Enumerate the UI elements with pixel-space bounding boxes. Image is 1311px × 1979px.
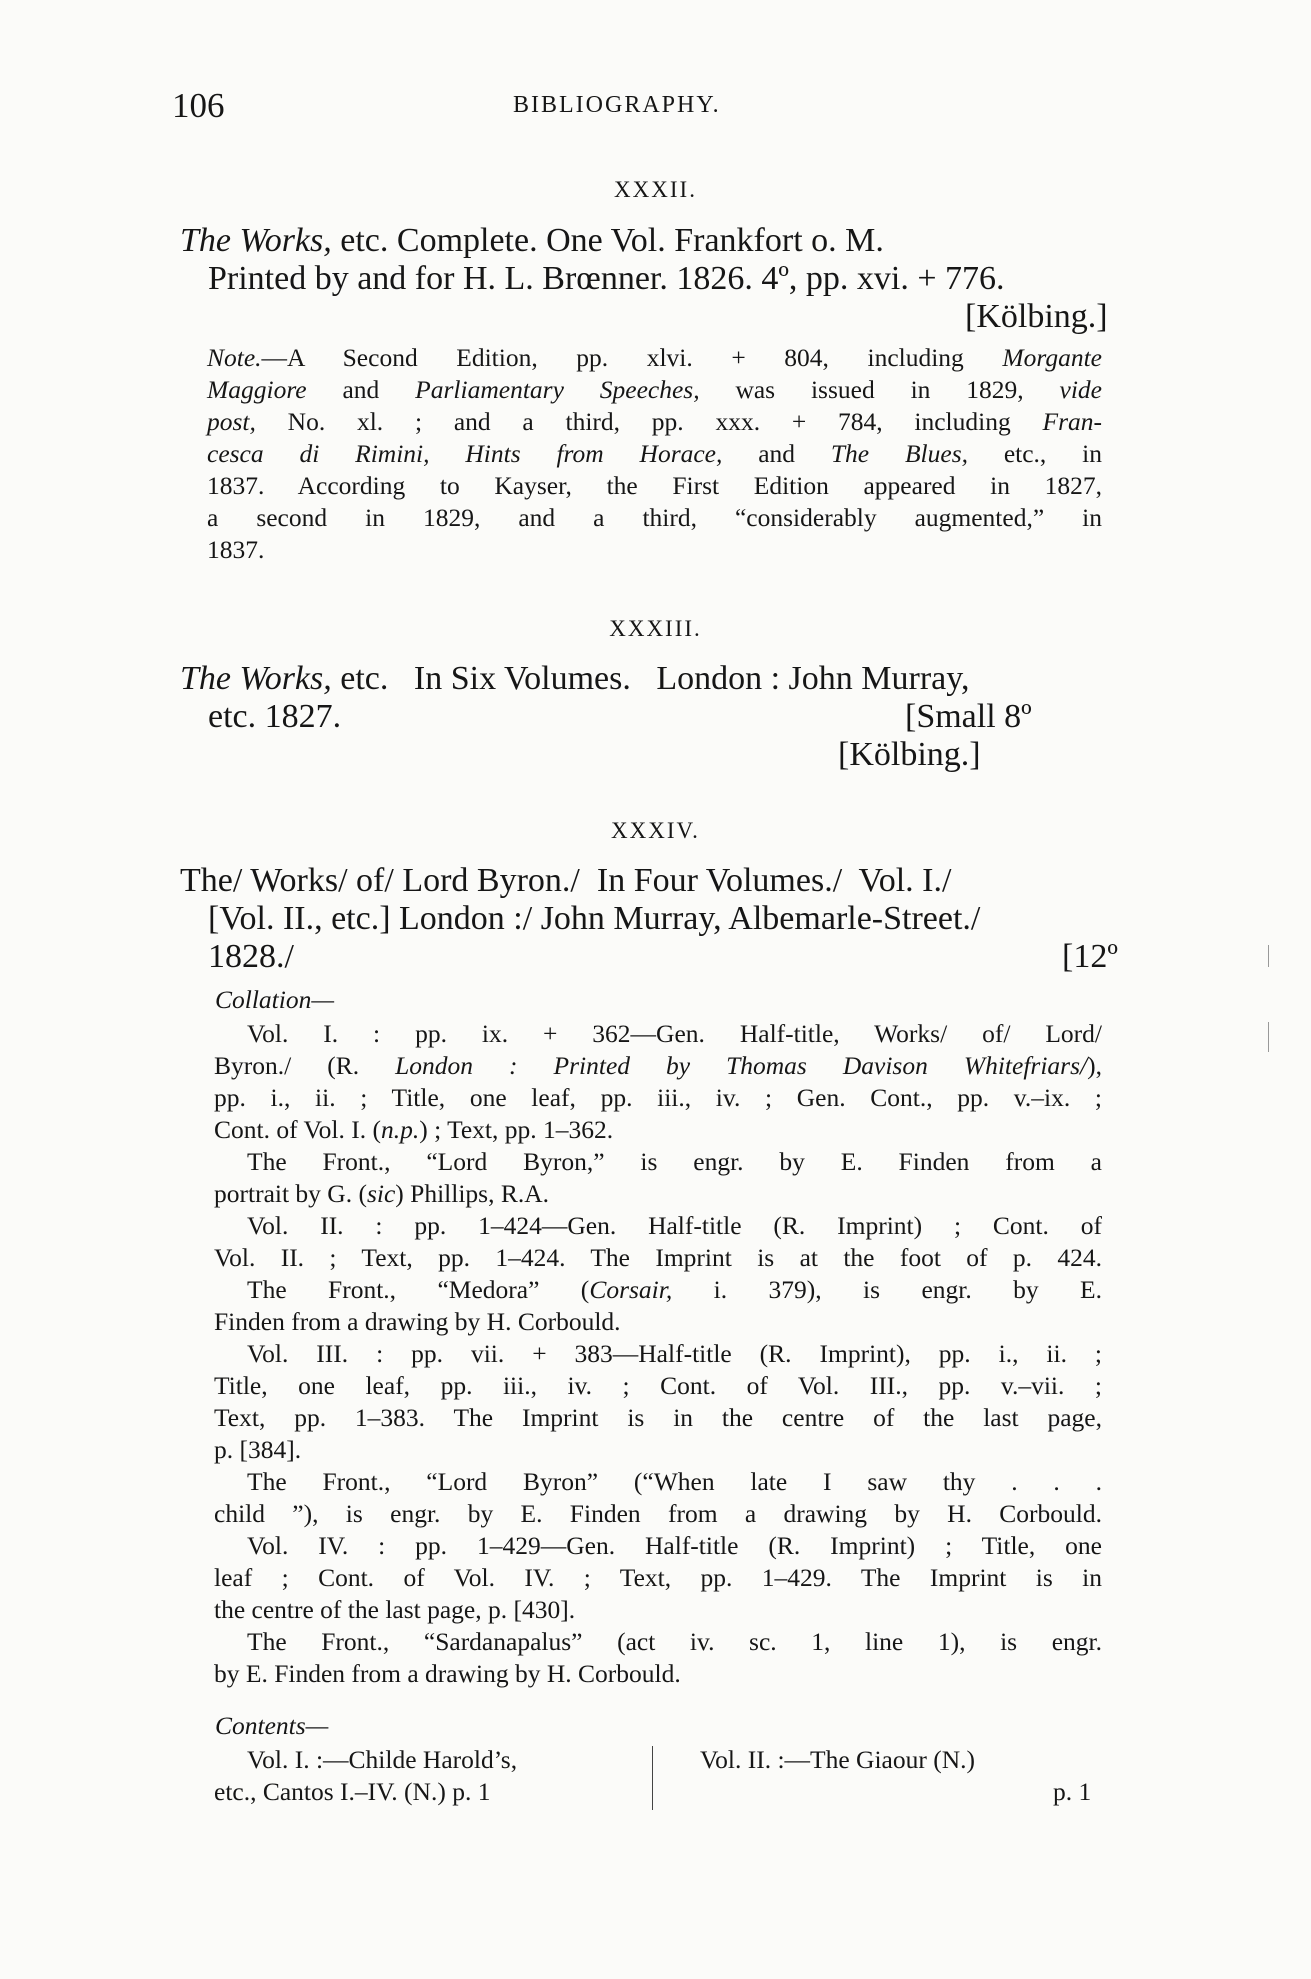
collation-line-20: The Front., “Sardanapalus” (act iv. sc. 1, line 1), is engr.	[247, 1627, 1102, 1656]
xxxiii-title-works: The Works,	[180, 660, 332, 697]
collation-line-3: pp. i., ii. ; Title, one leaf, pp. iii., iv. ; Gen. Cont., pp. v.–ix. ;	[214, 1083, 1102, 1112]
contents-left-line-2: etc., Cantos I.–IV. (N.) p. 1	[214, 1777, 491, 1806]
scan-mark	[1268, 1022, 1269, 1052]
xxxii-note-line-7: 1837.	[207, 535, 265, 564]
xxxii-source: [Kölbing.]	[965, 298, 1108, 335]
collation-line-9: The Front., “Medora” (Corsair, i. 379), is engr. by E.	[247, 1275, 1102, 1304]
collation-line-7: Vol. II. : pp. 1–424—Gen. Half-title (R. Imprint) ; Cont. of	[247, 1211, 1102, 1240]
xxxii-title-works: The Works,	[180, 222, 332, 259]
column-divider	[652, 1746, 653, 1810]
collation-line-11: Vol. III. : pp. vii. + 383—Half-title (R. Imprint), pp. i., ii. ;	[247, 1339, 1102, 1368]
contents-right-line-1: Vol. II. :—The Giaour (N.)	[700, 1745, 976, 1774]
section-heading-xxxiii: XXXIII.	[609, 616, 702, 641]
collation-line-15: The Front., “Lord Byron” (“When late I saw thy . . .	[247, 1467, 1102, 1496]
xxxii-title-rest: etc. Complete. One Vol. Frankfort o. M.	[331, 222, 884, 259]
xxxiii-title-line-2-left: etc. 1827.	[208, 698, 342, 735]
xxxii-note-line-1: Note.—A Second Edition, pp. xlvi. + 804, including Morgante	[207, 343, 1102, 372]
page-number: 106	[172, 86, 225, 125]
collation-line-14: p. [384].	[214, 1435, 302, 1464]
collation-line-8: Vol. II. ; Text, pp. 1–424. The Imprint is at the foot of p. 424.	[214, 1243, 1102, 1272]
contents-right-line-2: p. 1	[1053, 1777, 1092, 1806]
xxxii-note-line-4: cesca di Rimini, Hints from Horace, and The Blues, etc., in	[207, 439, 1102, 468]
xxxiv-title-line-2: [Vol. II., etc.] London :/ John Murray, Albemarle-Street./	[208, 900, 981, 937]
xxxii-note-label: Note.	[207, 343, 262, 372]
contents-label: Contents—	[215, 1711, 329, 1740]
collation-line-4: Cont. of Vol. I. (n.p.) ; Text, pp. 1–362.	[214, 1115, 614, 1144]
xxxii-note-line-3: post, No. xl. ; and a third, pp. xxx. + 784, including Fran-	[207, 407, 1102, 436]
collation-line-1: Vol. I. : pp. ix. + 362—Gen. Half-title, Works/ of/ Lord/	[247, 1019, 1102, 1048]
collation-line-2: Byron./ (R. London : Printed by Thomas Davison Whitefriars/),	[214, 1051, 1102, 1080]
section-heading-xxxiv: XXXIV.	[611, 818, 700, 843]
running-head: BIBLIOGRAPHY.	[513, 92, 721, 118]
collation-line-10: Finden from a drawing by H. Corbould.	[214, 1307, 621, 1336]
collation-line-18: leaf ; Cont. of Vol. IV. ; Text, pp. 1–429. The Imprint is in	[214, 1563, 1102, 1592]
xxxiii-title-line-1	[180, 660, 970, 698]
xxxiii-source: [Kölbing.]	[838, 736, 981, 773]
xxxiii-title-rest: etc. In Six Volumes. London : John Murray,	[331, 660, 970, 697]
xxxiv-title-line-3-left: 1828./	[208, 938, 294, 975]
section-heading-xxxii: XXXII.	[614, 177, 697, 202]
contents-left-line-1: Vol. I. :—Childe Harold’s,	[247, 1745, 518, 1774]
collation-label: Collation—	[215, 985, 335, 1014]
xxxiv-title-line-3-right: [12º	[1062, 938, 1118, 975]
xxxiv-title-line-1: The/ Works/ of/ Lord Byron./ In Four Volumes./ Vol. I./	[180, 862, 952, 899]
collation-line-6: portrait by G. (sic) Phillips, R.A.	[214, 1179, 550, 1208]
xxxiii-title-line-2-right: [Small 8º	[905, 698, 1032, 735]
scan-mark	[1268, 945, 1269, 967]
collation-line-12: Title, one leaf, pp. iii., iv. ; Cont. of Vol. III., pp. v.–vii. ;	[214, 1371, 1102, 1400]
collation-line-16: child ”), is engr. by E. Finden from a drawing by H. Corbould.	[214, 1499, 1102, 1528]
xxxii-title-line-2: Printed by and for H. L. Brœnner. 1826. 4º, pp. xvi. + 776.	[208, 260, 1005, 297]
collation-line-19: the centre of the last page, p. [430].	[214, 1595, 576, 1624]
xxxii-note-line-2: Maggiore and Parliamentary Speeches, was issued in 1829, vide	[207, 375, 1102, 404]
collation-line-21: by E. Finden from a drawing by H. Corbould.	[214, 1659, 681, 1688]
xxxii-note-line-6: a second in 1829, and a third, “considerably augmented,” in	[207, 503, 1102, 532]
collation-line-13: Text, pp. 1–383. The Imprint is in the centre of the last page,	[214, 1403, 1102, 1432]
xxxii-note-line-5: 1837. According to Kayser, the First Edition appeared in 1827,	[207, 471, 1102, 500]
collation-line-5: The Front., “Lord Byron,” is engr. by E. Finden from a	[247, 1147, 1102, 1176]
xxxii-title-line-1	[180, 222, 884, 260]
collation-line-17: Vol. IV. : pp. 1–429—Gen. Half-title (R. Imprint) ; Title, one	[247, 1531, 1102, 1560]
